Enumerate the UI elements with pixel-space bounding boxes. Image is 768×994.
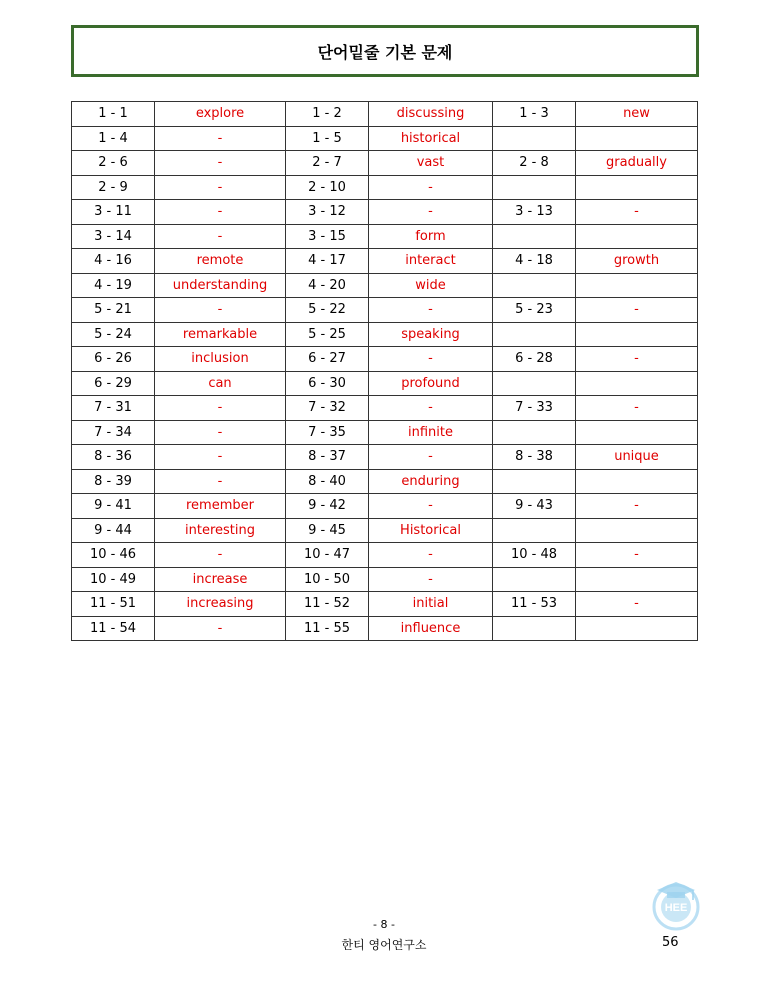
question-number-cell: 3 - 11 bbox=[72, 200, 155, 225]
answer-cell: - bbox=[369, 494, 493, 519]
question-number-cell: 4 - 20 bbox=[286, 273, 369, 298]
question-number-cell: 1 - 4 bbox=[72, 126, 155, 151]
question-number-cell: 8 - 39 bbox=[72, 469, 155, 494]
table-row bbox=[72, 224, 698, 249]
question-number-cell: 5 - 24 bbox=[72, 322, 155, 347]
answer-cell: - bbox=[369, 445, 493, 470]
answer-cell: - bbox=[576, 494, 698, 519]
question-number-cell: 3 - 14 bbox=[72, 224, 155, 249]
question-number-cell: 10 - 47 bbox=[286, 543, 369, 568]
question-number-cell: 8 - 37 bbox=[286, 445, 369, 470]
question-number-cell: 3 - 13 bbox=[493, 200, 576, 225]
table-row bbox=[72, 396, 698, 421]
answer-cell bbox=[576, 224, 698, 249]
question-number-cell: 8 - 38 bbox=[493, 445, 576, 470]
answer-cell: remember bbox=[155, 494, 286, 519]
answer-cell bbox=[576, 371, 698, 396]
answer-cell: - bbox=[155, 151, 286, 176]
answer-cell bbox=[576, 126, 698, 151]
question-number-cell: 1 - 3 bbox=[493, 102, 576, 127]
table-row bbox=[72, 567, 698, 592]
answer-cell: influence bbox=[369, 616, 493, 641]
answer-cell: - bbox=[155, 298, 286, 323]
table-row bbox=[72, 200, 698, 225]
question-number-cell: 4 - 16 bbox=[72, 249, 155, 274]
question-number-cell: 6 - 26 bbox=[72, 347, 155, 372]
question-number-cell bbox=[493, 126, 576, 151]
question-number-cell: 10 - 50 bbox=[286, 567, 369, 592]
question-number-cell bbox=[493, 518, 576, 543]
page-number-center: - 8 - bbox=[373, 918, 395, 931]
question-number-cell: 10 - 49 bbox=[72, 567, 155, 592]
answer-cell bbox=[576, 469, 698, 494]
table-row bbox=[72, 371, 698, 396]
question-number-cell bbox=[493, 175, 576, 200]
answer-cell: - bbox=[155, 420, 286, 445]
table-row bbox=[72, 273, 698, 298]
answer-cell: can bbox=[155, 371, 286, 396]
question-number-cell: 7 - 32 bbox=[286, 396, 369, 421]
answer-cell: - bbox=[576, 592, 698, 617]
answer-cell: remote bbox=[155, 249, 286, 274]
answer-cell: - bbox=[155, 396, 286, 421]
answer-cell: wide bbox=[369, 273, 493, 298]
table-row bbox=[72, 592, 698, 617]
answer-cell: - bbox=[369, 175, 493, 200]
answer-cell bbox=[576, 175, 698, 200]
question-number-cell: 10 - 46 bbox=[72, 543, 155, 568]
answer-cell: - bbox=[369, 543, 493, 568]
question-number-cell: 9 - 44 bbox=[72, 518, 155, 543]
question-number-cell: 2 - 6 bbox=[72, 151, 155, 176]
answer-cell: profound bbox=[369, 371, 493, 396]
answer-cell: increasing bbox=[155, 592, 286, 617]
question-number-cell: 6 - 28 bbox=[493, 347, 576, 372]
answer-cell: understanding bbox=[155, 273, 286, 298]
table-row bbox=[72, 151, 698, 176]
table-row bbox=[72, 322, 698, 347]
answer-cell bbox=[576, 420, 698, 445]
answer-cell: - bbox=[155, 616, 286, 641]
answer-cell: - bbox=[576, 396, 698, 421]
question-number-cell: 2 - 9 bbox=[72, 175, 155, 200]
table-row bbox=[72, 494, 698, 519]
answer-cell: interesting bbox=[155, 518, 286, 543]
question-number-cell: 2 - 7 bbox=[286, 151, 369, 176]
table-row bbox=[72, 469, 698, 494]
question-number-cell bbox=[493, 322, 576, 347]
table-row bbox=[72, 543, 698, 568]
answer-cell: inclusion bbox=[155, 347, 286, 372]
question-number-cell bbox=[493, 224, 576, 249]
table-row bbox=[72, 616, 698, 641]
question-number-cell: 3 - 12 bbox=[286, 200, 369, 225]
question-number-cell: 2 - 8 bbox=[493, 151, 576, 176]
question-number-cell: 6 - 30 bbox=[286, 371, 369, 396]
page-title: 단어밑줄 기본 문제 bbox=[317, 42, 453, 62]
answer-cell: - bbox=[369, 347, 493, 372]
question-number-cell: 3 - 15 bbox=[286, 224, 369, 249]
answer-cell: Historical bbox=[369, 518, 493, 543]
question-number-cell: 1 - 2 bbox=[286, 102, 369, 127]
question-number-cell bbox=[493, 420, 576, 445]
question-number-cell: 9 - 41 bbox=[72, 494, 155, 519]
question-number-cell: 7 - 33 bbox=[493, 396, 576, 421]
svg-text:HEE: HEE bbox=[664, 902, 688, 914]
publisher-name: 한티 영어연구소 bbox=[341, 938, 427, 952]
question-number-cell: 11 - 55 bbox=[286, 616, 369, 641]
answer-cell: - bbox=[155, 445, 286, 470]
question-number-cell: 6 - 27 bbox=[286, 347, 369, 372]
question-number-cell: 11 - 51 bbox=[72, 592, 155, 617]
question-number-cell: 4 - 19 bbox=[72, 273, 155, 298]
answer-cell: - bbox=[576, 200, 698, 225]
answer-cell: growth bbox=[576, 249, 698, 274]
table-row bbox=[72, 126, 698, 151]
answer-cell: new bbox=[576, 102, 698, 127]
answer-cell: - bbox=[155, 200, 286, 225]
answer-cell bbox=[576, 567, 698, 592]
answer-cell: historical bbox=[369, 126, 493, 151]
page-number-right: 56 bbox=[662, 935, 679, 950]
question-number-cell: 4 - 17 bbox=[286, 249, 369, 274]
answer-cell: unique bbox=[576, 445, 698, 470]
answer-cell: - bbox=[155, 224, 286, 249]
answer-cell: - bbox=[369, 200, 493, 225]
table-row bbox=[72, 249, 698, 274]
table-row bbox=[72, 175, 698, 200]
question-number-cell: 8 - 36 bbox=[72, 445, 155, 470]
question-number-cell: 5 - 21 bbox=[72, 298, 155, 323]
question-number-cell bbox=[493, 273, 576, 298]
question-number-cell: 11 - 53 bbox=[493, 592, 576, 617]
question-number-cell: 7 - 35 bbox=[286, 420, 369, 445]
answer-table bbox=[71, 101, 698, 641]
table-row bbox=[72, 102, 698, 127]
question-number-cell: 1 - 1 bbox=[72, 102, 155, 127]
answer-cell: - bbox=[369, 298, 493, 323]
table-row bbox=[72, 518, 698, 543]
table-row bbox=[72, 347, 698, 372]
question-number-cell bbox=[493, 371, 576, 396]
question-number-cell: 9 - 45 bbox=[286, 518, 369, 543]
answer-cell: vast bbox=[369, 151, 493, 176]
question-number-cell bbox=[493, 616, 576, 641]
answer-cell bbox=[576, 616, 698, 641]
answer-cell: initial bbox=[369, 592, 493, 617]
question-number-cell: 7 - 34 bbox=[72, 420, 155, 445]
answer-cell: - bbox=[155, 126, 286, 151]
question-number-cell: 11 - 54 bbox=[72, 616, 155, 641]
answer-cell: explore bbox=[155, 102, 286, 127]
answer-cell: - bbox=[369, 567, 493, 592]
question-number-cell: 7 - 31 bbox=[72, 396, 155, 421]
answer-cell: form bbox=[369, 224, 493, 249]
answer-cell: remarkable bbox=[155, 322, 286, 347]
answer-cell: - bbox=[576, 347, 698, 372]
answer-cell: increase bbox=[155, 567, 286, 592]
answer-cell bbox=[576, 518, 698, 543]
answer-cell: - bbox=[369, 396, 493, 421]
question-number-cell: 9 - 42 bbox=[286, 494, 369, 519]
question-number-cell: 10 - 48 bbox=[493, 543, 576, 568]
answer-cell: interact bbox=[369, 249, 493, 274]
question-number-cell: 5 - 23 bbox=[493, 298, 576, 323]
answer-cell: - bbox=[155, 175, 286, 200]
table-row bbox=[72, 420, 698, 445]
question-number-cell: 1 - 5 bbox=[286, 126, 369, 151]
table-row bbox=[72, 298, 698, 323]
question-number-cell: 8 - 40 bbox=[286, 469, 369, 494]
answer-cell: - bbox=[576, 543, 698, 568]
table-row bbox=[72, 445, 698, 470]
question-number-cell bbox=[493, 567, 576, 592]
answer-cell: - bbox=[155, 543, 286, 568]
question-number-cell: 9 - 43 bbox=[493, 494, 576, 519]
answer-cell: speaking bbox=[369, 322, 493, 347]
answer-cell: - bbox=[576, 298, 698, 323]
answer-cell bbox=[576, 322, 698, 347]
answer-cell: discussing bbox=[369, 102, 493, 127]
question-number-cell: 6 - 29 bbox=[72, 371, 155, 396]
question-number-cell: 5 - 25 bbox=[286, 322, 369, 347]
question-number-cell: 5 - 22 bbox=[286, 298, 369, 323]
answer-cell: gradually bbox=[576, 151, 698, 176]
answer-cell: - bbox=[155, 469, 286, 494]
answer-cell: infinite bbox=[369, 420, 493, 445]
question-number-cell: 11 - 52 bbox=[286, 592, 369, 617]
title-box bbox=[71, 25, 699, 77]
question-number-cell: 2 - 10 bbox=[286, 175, 369, 200]
question-number-cell bbox=[493, 469, 576, 494]
answer-cell: enduring bbox=[369, 469, 493, 494]
question-number-cell: 4 - 18 bbox=[493, 249, 576, 274]
answer-cell bbox=[576, 273, 698, 298]
